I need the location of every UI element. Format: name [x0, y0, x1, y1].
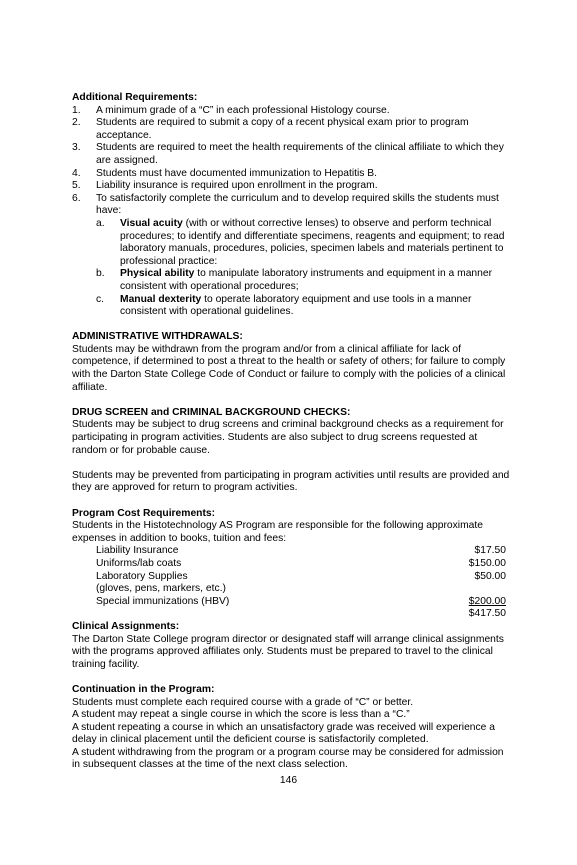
cost-amount: $150.00 — [468, 557, 506, 569]
item-number: 4. — [72, 167, 81, 179]
withdrawals-heading: ADMINISTRATIVE WITHDRAWALS: — [72, 331, 243, 343]
cost-label: Uniforms/lab coats — [96, 557, 182, 569]
cost-row — [96, 571, 506, 584]
list-item — [72, 117, 510, 142]
sub-item-letter: c. — [96, 293, 105, 305]
item-text: Students must have documented immunization to Hepatitis B. — [96, 167, 378, 179]
sub-item-term: Manual dexterity — [120, 293, 202, 305]
continuation-heading: Continuation in the Program: — [72, 683, 215, 695]
list-item — [72, 168, 510, 181]
list-item — [72, 105, 510, 118]
cost-label: (gloves, pens, markers, etc.) — [96, 583, 226, 595]
item-text: Liability insurance is required upon enrollment in the program. — [96, 180, 378, 192]
item-number: 3. — [72, 142, 81, 154]
page-number: 146 — [279, 775, 298, 786]
list-item — [72, 180, 510, 193]
cost-label: Special immunizations (HBV) — [96, 595, 230, 607]
withdrawals-text: Students may be withdrawn from the program and/or from a clinical affiliate for lack of competence, if determined to post a threat to the health or safety of others; for failure to comply with the Darton State College Code of Conduct or failure to comply with the policies of a clinical affiliate. — [72, 343, 506, 393]
cost-amount: $50.00 — [474, 570, 506, 582]
drug-screen-heading: DRUG SCREEN and CRIMINAL BACKGROUND CHECKS: — [72, 406, 351, 418]
item-text: Students are required to submit a copy of a recent physical exam prior to program acceptance. — [96, 117, 469, 141]
additional-requirements-heading: Additional Requirements: — [72, 92, 198, 103]
cost-total: $417.50 — [468, 608, 506, 620]
cost-amount: $200.00 — [468, 595, 506, 607]
continuation-line: A student repeating a course in which an unsatisfactory grade was received will experience a delay in clinical placement until the deficient course is satisfactorily completed. — [72, 721, 495, 746]
sub-item-term: Physical ability — [120, 268, 195, 280]
sub-item-text: to operate laboratory equipment and use tools in a manner consistent with operational guidelines. — [120, 293, 472, 318]
program-cost-intro: Students in the Histotechnology AS Program are responsible for the following approximate expenses in addition to books, tuition and fees: — [72, 520, 483, 544]
list-item — [72, 193, 510, 218]
cost-total-row — [96, 608, 506, 621]
cost-table — [96, 545, 506, 621]
sub-item-text: to manipulate laboratory instruments and equipment in a manner consistent with operational procedures; — [120, 268, 493, 292]
cost-row — [96, 545, 506, 558]
sub-item-letter: b. — [96, 268, 105, 280]
cost-row — [96, 596, 506, 609]
sub-list-item — [96, 294, 510, 319]
item-text: To satisfactorily complete the curriculum and to develop required skills the students must have: — [96, 192, 499, 217]
continuation-line: A student withdrawing from the program or a program course may be considered for admission in subsequent classes at the time of the next class selection. — [72, 746, 504, 771]
cost-label: Liability Insurance — [96, 545, 179, 557]
continuation-line: Students must complete each required course with a grade of “C” or better. — [72, 696, 414, 708]
sub-list-item — [96, 268, 510, 293]
continuation-line: A student may repeat a single course in which the score is less than a “C.” — [72, 709, 410, 721]
item-number: 5. — [72, 180, 81, 192]
sub-item-letter: a. — [96, 217, 105, 229]
list-item — [72, 142, 510, 167]
cost-amount: $17.50 — [474, 545, 506, 557]
drug-screen-text-1: Students may be subject to drug screens and criminal background checks as a requirement for participating in program activities. Students are also subject to drug screens requested at random or for probable cause. — [72, 419, 504, 456]
sub-item-text: (with or without corrective lenses) to observe and perform technical procedures; to identify and differentiate specimens, reagents and equipment; to read laboratory manuals, procedures, policies, specimen labels and materials pertinent to professional practice: — [120, 217, 505, 267]
item-text: A minimum grade of a “C” in each professional Histology course. — [96, 104, 390, 116]
cost-row — [96, 558, 506, 571]
cost-row — [96, 583, 506, 596]
item-number: 1. — [72, 104, 81, 116]
sub-list-item — [96, 218, 510, 268]
drug-screen-text-2: Students may be prevented from participating in program activities until results are provided and they are approved for return to program activities. — [72, 469, 510, 494]
clinical-assignments-text: The Darton State College program director or designated staff will arrange clinical assignments with the programs approved affiliates only. Students must be prepared to travel to the clinical training facility. — [72, 633, 504, 670]
item-number: 6. — [72, 192, 81, 204]
item-number: 2. — [72, 117, 81, 129]
requirements-list — [72, 105, 510, 218]
item-text: Students are required to meet the health requirements of the clinical affiliate to which they are assigned. — [96, 142, 504, 166]
clinical-assignments-heading: Clinical Assignments: — [72, 620, 180, 632]
program-cost-heading: Program Cost Requirements: — [72, 507, 216, 519]
document-page — [72, 92, 510, 772]
sub-item-term: Visual acuity — [120, 217, 183, 229]
cost-label: Laboratory Supplies — [96, 570, 188, 582]
skills-sublist — [96, 218, 510, 319]
